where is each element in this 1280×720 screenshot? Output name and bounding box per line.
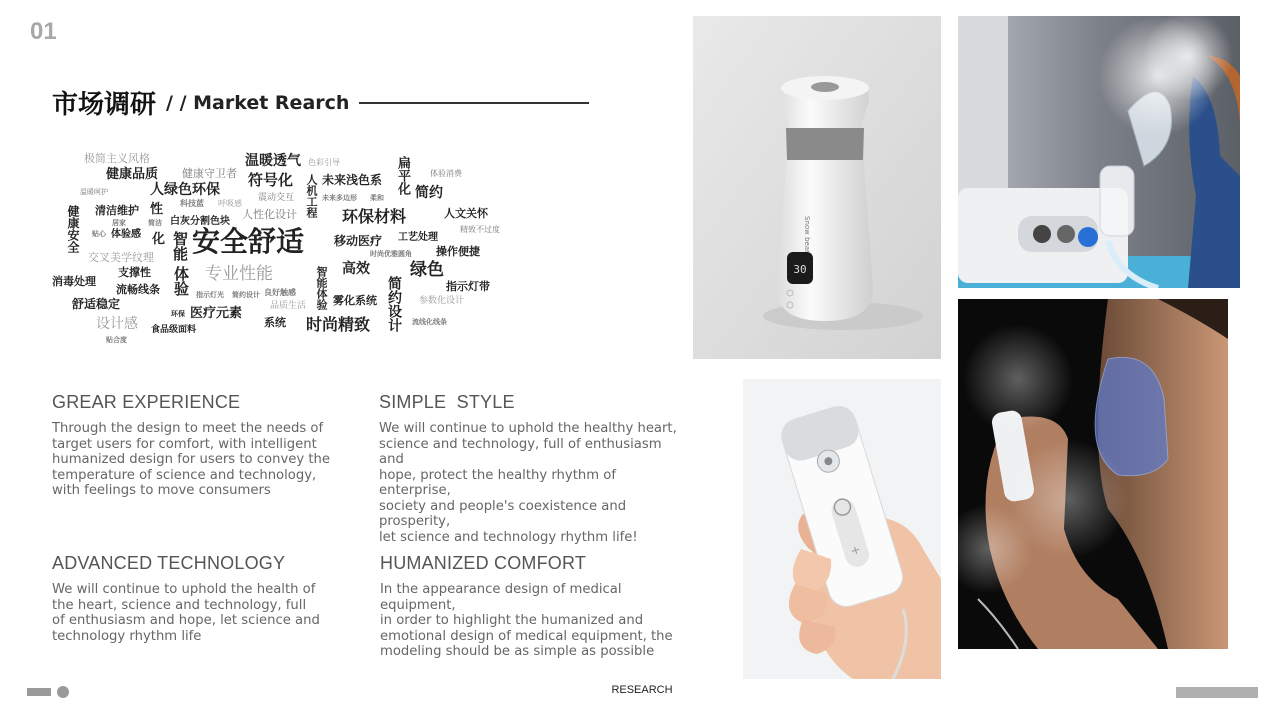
word: 雾化系统 — [333, 294, 377, 307]
photo-portable-nebulizer — [743, 379, 941, 679]
word: 人绿色环保 — [150, 182, 220, 198]
body-line: science and technology, full of enthusiasm and — [379, 436, 662, 467]
word: 化 — [152, 232, 166, 247]
body-line: We will continue to uphold the healthy heart, — [379, 421, 677, 436]
word: 呼吸感 — [218, 199, 242, 208]
body-line: humanized design for users to convey the — [52, 452, 331, 467]
word: 参数化设计 — [419, 296, 465, 306]
word: 消毒处理 — [52, 275, 96, 288]
word-cloud — [50, 150, 520, 350]
body-line: target users for comfort, with intelligent — [52, 436, 317, 452]
word: 高效 — [342, 261, 370, 277]
body-line: in order to highlight the humanized and — [380, 613, 644, 628]
section-grear-experience — [52, 392, 352, 499]
word: 设计感 — [96, 316, 138, 332]
body-line: technology rhythm life — [52, 628, 202, 644]
word: 环保 — [171, 310, 185, 318]
device-brand: Snow bear — [803, 216, 811, 254]
word: 人文关怀 — [444, 207, 488, 220]
section-body — [380, 582, 695, 660]
word: 扁平化 — [395, 156, 410, 195]
word: 体验消费 — [430, 169, 462, 178]
word: 贴合度 — [106, 336, 127, 344]
word: 食品级面料 — [151, 325, 197, 335]
device-display: 30 — [793, 263, 807, 276]
word: 体验 — [172, 266, 190, 296]
body-line: Through the design to meet the needs of — [52, 421, 324, 436]
word: 指示灯带 — [446, 280, 490, 293]
section-body — [52, 421, 352, 499]
section-heading: SIMPLE STYLE — [379, 392, 515, 412]
page-title-en: / / Market Rearch — [166, 91, 350, 114]
word: 交叉美学纹理 — [88, 251, 154, 264]
word: 白灰分割色块 — [170, 216, 230, 227]
section-heading: ADVANCED TECHNOLOGY — [52, 553, 286, 573]
word: 科技蓝 — [180, 199, 204, 208]
man-using-mask-image — [958, 299, 1228, 649]
title-underline — [359, 102, 589, 104]
word: 居家 — [112, 219, 126, 227]
word: 简约设计 — [386, 276, 402, 332]
word: 品质生活 — [270, 301, 307, 311]
word: 流畅线条 — [116, 283, 160, 296]
footer-left-dot — [57, 686, 69, 698]
body-line: We will continue to uphold the health of — [52, 582, 316, 597]
slide-number: 01 — [30, 18, 57, 45]
word: 温暖呵护 — [80, 188, 108, 196]
word: 时尚优雅圆角 — [370, 250, 412, 258]
word: 绿色 — [410, 260, 444, 280]
word: 未来多边形 — [322, 194, 357, 202]
word: 时尚精致 — [306, 315, 371, 334]
photo-man-using-mask — [958, 299, 1228, 649]
word: 健康安全 — [66, 205, 80, 253]
word: 未来浅色系 — [322, 173, 383, 187]
section-heading: GREAR EXPERIENCE — [52, 392, 241, 412]
word: 人机工程 — [305, 174, 318, 218]
word: 安全舒适 — [192, 225, 305, 258]
word: 温暖透气 — [245, 153, 301, 169]
word: 操作便捷 — [436, 245, 480, 258]
word: 系统 — [264, 316, 286, 329]
word: 色彩引导 — [308, 158, 340, 167]
word: 医疗元素 — [190, 306, 243, 321]
body-line: with feelings to move consumers — [52, 483, 271, 498]
word: 健康守卫者 — [182, 167, 237, 180]
body-line: modeling should be as simple as possible — [380, 644, 655, 659]
word: 简约设计 — [232, 291, 260, 299]
section-humanized-comfort — [380, 553, 695, 660]
section-heading: HUMANIZED COMFORT — [380, 553, 587, 573]
word: 专业性能 — [205, 264, 273, 284]
word: 舒适稳定 — [72, 297, 121, 311]
section-body — [379, 421, 689, 545]
word: 智能 — [171, 231, 189, 261]
word: 性 — [150, 202, 164, 217]
page-title-cn: 市场调研 — [52, 90, 157, 120]
body-line: of enthusiasm and hope, let science and — [52, 613, 320, 628]
word: 简约 — [415, 185, 443, 201]
body-line: society and people's coexistence and prosperity, — [379, 498, 627, 529]
word: 健康品质 — [106, 167, 159, 182]
footer-right-bar — [1176, 687, 1258, 698]
word: 人性化设计 — [242, 208, 297, 221]
word: 流线化线条 — [412, 318, 447, 326]
word: 符号化 — [248, 171, 294, 189]
word: 指示灯光 — [196, 291, 224, 299]
body-line: In the appearance design of medical equipment, — [380, 582, 622, 613]
word: 环保材料 — [342, 207, 407, 226]
svg-text:+: + — [848, 541, 863, 559]
photo-nebulizer-machine — [958, 16, 1240, 288]
body-line: temperature of science and technology, — [52, 467, 317, 483]
word: 支撑性 — [118, 266, 151, 279]
word: 清洁维护 — [95, 204, 139, 217]
product-device-image — [693, 16, 941, 359]
body-line: emotional design of medical equipment, the — [380, 628, 673, 644]
word: 震动交互 — [258, 193, 295, 203]
photo-product-device — [693, 16, 941, 359]
word: 柔和 — [370, 194, 384, 202]
word: 极简主义风格 — [84, 152, 150, 165]
word: 移动医疗 — [334, 234, 383, 248]
section-advanced-technology — [52, 553, 352, 644]
word: 精致不过度 — [460, 225, 500, 234]
word: 良好触感 — [264, 288, 296, 297]
section-body — [52, 582, 352, 644]
word: 智能体验 — [315, 266, 328, 310]
section-simple-style — [379, 392, 689, 545]
title-bar — [52, 84, 589, 121]
body-line: the heart, science and technology, full — [52, 597, 307, 613]
body-line: let science and technology rhythm life! — [379, 529, 638, 545]
word: 体验感 — [111, 229, 141, 240]
nebulizer-machine-image — [958, 16, 1240, 288]
word: 贴心 — [92, 230, 106, 238]
body-line: hope, protect the healthy rhythm of enterprise, — [379, 467, 616, 498]
footer-label: RESEARCH — [611, 684, 673, 696]
word: 工艺处理 — [398, 232, 438, 243]
footer-left-bar — [27, 688, 51, 696]
portable-nebulizer-image — [743, 379, 941, 679]
word: 简洁 — [148, 219, 162, 227]
